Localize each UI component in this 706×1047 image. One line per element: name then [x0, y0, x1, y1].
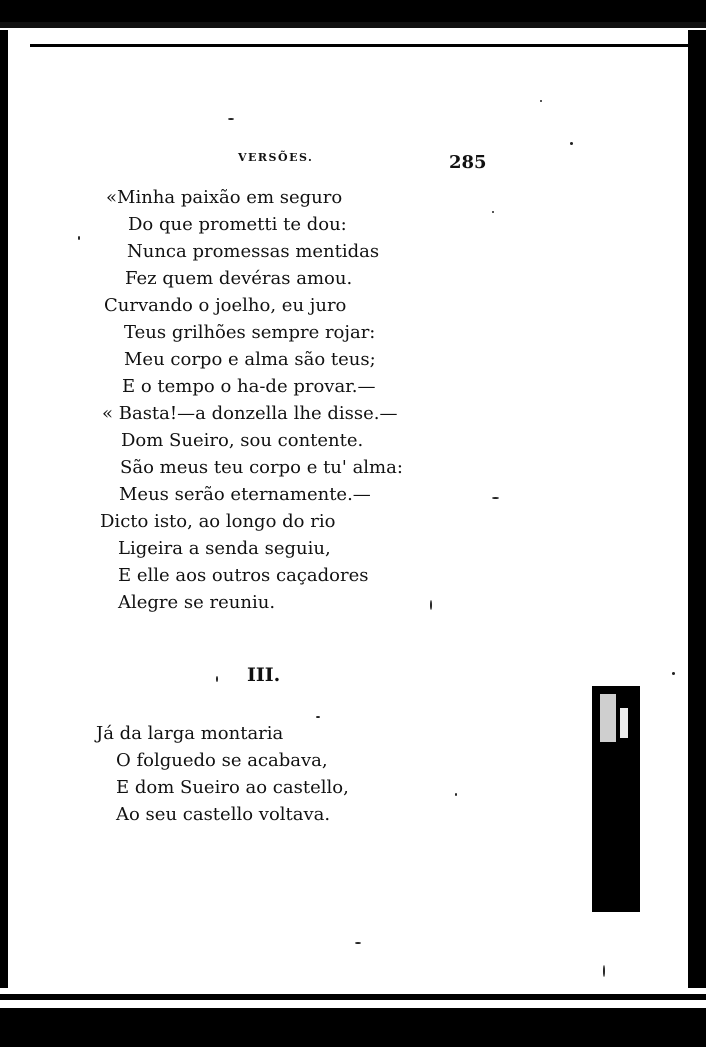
- verse-line: «Minha paixão em seguro: [106, 187, 343, 208]
- scan-speck: [540, 100, 542, 102]
- verse-line: Ao seu castello voltava.: [116, 804, 331, 825]
- verse-line: Dicto isto, ao longo do rio: [100, 511, 336, 532]
- verse-line: E dom Sueiro ao castello,: [116, 777, 349, 798]
- scan-speck: [216, 676, 218, 682]
- verse-line: Fez quem devéras amou.: [125, 268, 353, 289]
- verse-line: Ligeira a senda seguiu,: [118, 538, 331, 559]
- verse-line: Dom Sueiro, sou contente.: [121, 430, 364, 451]
- verse-line: E elle aos outros caçadores: [118, 565, 369, 586]
- verse-line: Curvando o joelho, eu juro: [104, 295, 347, 316]
- scan-speck: [228, 118, 234, 120]
- scan-border-left: [0, 30, 8, 1030]
- scan-speck: [492, 211, 494, 213]
- running-head-title: VERSÕES.: [238, 151, 314, 164]
- scan-speck: [78, 236, 80, 240]
- scan-artifact-highlight: [620, 708, 628, 738]
- verse-line: Nunca promessas mentidas: [127, 241, 380, 262]
- verse-line: Meu corpo e alma são teus;: [124, 349, 376, 370]
- scan-border-top: [0, 0, 706, 36]
- scan-speck: [430, 600, 432, 610]
- scan-artifact-highlight: [600, 694, 616, 742]
- scan-border-right: [688, 30, 706, 1020]
- verse-line: Meus serão eternamente.—: [119, 484, 371, 505]
- scan-speck: [570, 142, 573, 145]
- section-number: III.: [247, 664, 281, 686]
- verse-line: O folguedo se acabava,: [116, 750, 328, 771]
- verse-line: São meus teu corpo e tu' alma:: [120, 457, 403, 478]
- verse-line: « Basta!—a donzella lhe disse.—: [102, 403, 398, 424]
- stanza-1: [100, 184, 403, 616]
- verse-line: Alegre se reuniu.: [118, 592, 276, 613]
- stanza-2: [96, 720, 349, 828]
- scan-speck: [355, 942, 361, 944]
- scan-artifact-block: [592, 686, 640, 912]
- verse-line: E o tempo o ha-de provar.—: [122, 376, 376, 397]
- scan-speck: [455, 793, 457, 796]
- scan-speck: [672, 672, 675, 675]
- verse-line: Já da larga montaria: [96, 723, 284, 744]
- scan-speck: [492, 497, 499, 499]
- scan-rule-top: [30, 44, 690, 47]
- verse-line: Teus grilhões sempre rojar:: [124, 322, 376, 343]
- verse-line: Do que prometti te dou:: [128, 214, 347, 235]
- page-number: 285: [449, 152, 487, 173]
- scan-speck: [316, 716, 320, 718]
- scan-border-bottom: [0, 988, 706, 1047]
- scan-speck: [603, 965, 605, 977]
